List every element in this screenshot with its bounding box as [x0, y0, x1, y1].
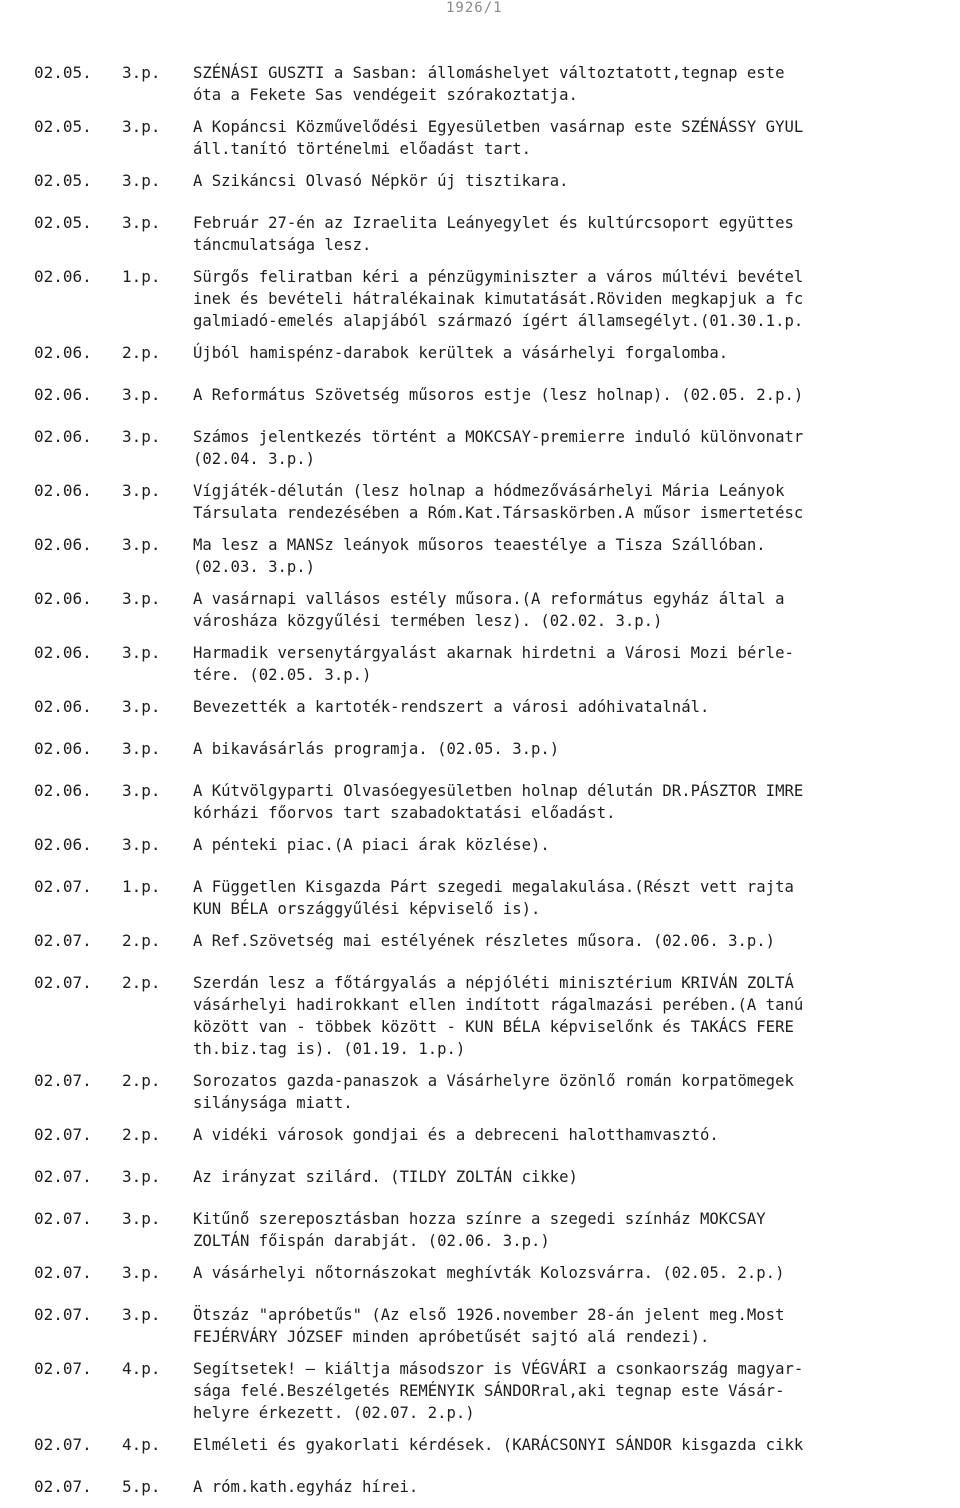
- entry-text: Vígjáték-délután (lesz holnap a hódmezővásárhelyi Mária Leányok Társulata rendezésében a Róm.Kat.Társaskörben.A műsor ismertetésc: [193, 482, 804, 522]
- entry-page-ref: 4.p.: [122, 1435, 161, 1454]
- entry-date: 02.06.: [34, 385, 92, 404]
- list-item: [0, 342, 960, 374]
- list-item: [0, 384, 960, 416]
- entry-text: Számos jelentkezés történt a MOKCSAY-premierre induló különvonatr (02.04. 3.p.): [193, 428, 804, 468]
- entry-text: Szerdán lesz a főtárgyalás a népjóléti minisztérium KRIVÁN ZOLTÁ vásárhelyi hadirokkant ellen indított rágalmazási perében.(A tanú között van - többek között - KUN BÉLA képviselőnk és TAKÁCS FERE th.biz.tag is). (01.19. 1.p.): [193, 974, 804, 1058]
- entry-text: A vasárnapi vallásos estély műsora.(A református egyház által a városháza közgyűlési termében lesz). (02.02. 3.p.): [193, 590, 785, 630]
- entry-date: 02.05.: [34, 213, 92, 232]
- entry-text: A Református Szövetség műsoros estje (lesz holnap). (02.05. 2.p.): [193, 386, 804, 404]
- entry-page-ref: 3.p.: [122, 835, 161, 854]
- entry-page-ref: 2.p.: [122, 931, 161, 950]
- entry-page-ref: 2.p.: [122, 973, 161, 992]
- entry-date: 02.06.: [34, 697, 92, 716]
- list-item: [0, 480, 960, 524]
- entry-text: Február 27-én az Izraelita Leányegylet és kultúrcsoport együttes táncmulatsága lesz.: [193, 214, 794, 254]
- entry-text: Az irányzat szilárd. (TILDY ZOLTÁN cikke): [193, 1168, 578, 1186]
- entry-page-ref: 3.p.: [122, 589, 161, 608]
- entry-page-ref: 3.p.: [122, 1209, 161, 1228]
- entry-date: 02.06.: [34, 427, 92, 446]
- entry-page-ref: 1.p.: [122, 267, 161, 286]
- entry-page-ref: 3.p.: [122, 739, 161, 758]
- archive-header-mark: 1926/1: [446, 0, 503, 16]
- entry-date: 02.07.: [34, 1125, 92, 1144]
- entry-text: SZÉNÁSI GUSZTI a Sasban: állomáshelyet változtatott,tegnap este óta a Fekete Sas vendégeit szórakoztatja.: [193, 64, 785, 104]
- entry-text: A vásárhelyi nőtornászokat meghívták Kolozsvárra. (02.05. 2.p.): [193, 1264, 785, 1282]
- entry-page-ref: 2.p.: [122, 343, 161, 362]
- entry-date: 02.05.: [34, 63, 92, 82]
- list-item: [0, 1262, 960, 1294]
- entry-list: [0, 62, 960, 1508]
- entry-date: 02.07.: [34, 1359, 92, 1378]
- entry-page-ref: 3.p.: [122, 385, 161, 404]
- list-item: [0, 834, 960, 866]
- list-item: [0, 876, 960, 920]
- list-item: [0, 212, 960, 256]
- entry-date: 02.05.: [34, 171, 92, 190]
- entry-date: 02.07.: [34, 1263, 92, 1282]
- entry-text: A Szikáncsi Olvasó Népkör új tisztikara.: [193, 172, 569, 190]
- entry-date: 02.05.: [34, 117, 92, 136]
- entry-text: Ötszáz "apróbetűs" (Az első 1926.november 28-án jelent meg.Most FEJÉRVÁRY JÓZSEF minden apróbetűsét sajtó alá rendezi).: [193, 1306, 785, 1346]
- entry-date: 02.06.: [34, 535, 92, 554]
- entry-text: A róm.kath.egyház hírei.: [193, 1478, 419, 1496]
- entry-text: Harmadik versenytárgyalást akarnak hirdetni a Városi Mozi bérle- tére. (02.05. 3.p.): [193, 644, 794, 684]
- entry-text: A Kútvölgyparti Olvasóegyesületben holnap délután DR.PÁSZTOR IMRE kórházi főorvos tart szabadoktatási előadást.: [193, 782, 804, 822]
- entry-page-ref: 5.p.: [122, 1477, 161, 1496]
- list-item: [0, 1166, 960, 1198]
- entry-date: 02.06.: [34, 267, 92, 286]
- entry-page-ref: 3.p.: [122, 171, 161, 190]
- entry-date: 02.06.: [34, 643, 92, 662]
- entry-page-ref: 3.p.: [122, 1167, 161, 1186]
- entry-page-ref: 2.p.: [122, 1071, 161, 1090]
- entry-page-ref: 3.p.: [122, 781, 161, 800]
- list-item: [0, 738, 960, 770]
- entry-date: 02.06.: [34, 589, 92, 608]
- entry-text: A Ref.Szövetség mai estélyének részletes műsora. (02.06. 3.p.): [193, 932, 776, 950]
- entry-page-ref: 4.p.: [122, 1359, 161, 1378]
- entry-text: A Független Kisgazda Párt szegedi megalakulása.(Részt vett rajta KUN BÉLA országgyűlési képviselő is).: [193, 878, 794, 918]
- list-item: [0, 972, 960, 1060]
- list-item: [0, 62, 960, 106]
- entry-date: 02.07.: [34, 877, 92, 896]
- entry-text: A Kopáncsi Közművelődési Egyesületben vasárnap este SZÉNÁSSY GYUL áll.tanító történelmi előadást tart.: [193, 118, 804, 158]
- list-item: [0, 116, 960, 160]
- list-item: [0, 642, 960, 686]
- entry-page-ref: 3.p.: [122, 63, 161, 82]
- entry-page-ref: 3.p.: [122, 697, 161, 716]
- entry-page-ref: 3.p.: [122, 535, 161, 554]
- entry-text: Elméleti és gyakorlati kérdések. (KARÁCSONYI SÁNDOR kisgazda cikk: [193, 1436, 804, 1454]
- entry-date: 02.07.: [34, 1305, 92, 1324]
- list-item: [0, 930, 960, 962]
- entry-date: 02.06.: [34, 835, 92, 854]
- list-item: [0, 1358, 960, 1424]
- entry-text: A bikavásárlás programja. (02.05. 3.p.): [193, 740, 560, 758]
- list-item: [0, 696, 960, 728]
- list-item: [0, 534, 960, 578]
- entry-date: 02.07.: [34, 1071, 92, 1090]
- list-item: [0, 780, 960, 824]
- entry-date: 02.07.: [34, 1435, 92, 1454]
- entry-text: Sorozatos gazda-panaszok a Vásárhelyre özönlő román korpatömegek silánysága miatt.: [193, 1072, 794, 1112]
- entry-text: Kitűnő szereposztásban hozza színre a szegedi színház MOKCSAY ZOLTÁN főispán darabját. (02.06. 3.p.): [193, 1210, 766, 1250]
- list-item: [0, 426, 960, 470]
- entry-page-ref: 3.p.: [122, 213, 161, 232]
- list-item: [0, 1434, 960, 1466]
- list-item: [0, 1208, 960, 1252]
- entry-page-ref: 3.p.: [122, 643, 161, 662]
- list-item: [0, 1304, 960, 1348]
- entry-page-ref: 2.p.: [122, 1125, 161, 1144]
- entry-page-ref: 3.p.: [122, 481, 161, 500]
- entry-date: 02.06.: [34, 343, 92, 362]
- entry-date: 02.06.: [34, 739, 92, 758]
- entry-page-ref: 3.p.: [122, 1263, 161, 1282]
- entry-page-ref: 3.p.: [122, 117, 161, 136]
- entry-text: Sürgős feliratban kéri a pénzügyminiszter a város múltévi bevétel inek és bevételi hátralékainak kimutatását.Röviden megkapjuk a fc galmiadó-emelés alapjából származó ígért államsegélyt.(01.30.1.p.: [193, 268, 804, 330]
- entry-text: Bevezették a kartoték-rendszert a városi adóhivatalnál.: [193, 698, 710, 716]
- entry-date: 02.07.: [34, 1477, 92, 1496]
- entry-date: 02.06.: [34, 481, 92, 500]
- entry-text: A pénteki piac.(A piaci árak közlése).: [193, 836, 550, 854]
- list-item: [0, 588, 960, 632]
- entry-date: 02.07.: [34, 973, 92, 992]
- entry-page-ref: 3.p.: [122, 1305, 161, 1324]
- entry-date: 02.07.: [34, 931, 92, 950]
- entry-date: 02.07.: [34, 1209, 92, 1228]
- entry-date: 02.06.: [34, 781, 92, 800]
- entry-text: A vidéki városok gondjai és a debreceni halotthamvasztó.: [193, 1126, 719, 1144]
- entry-date: 02.07.: [34, 1167, 92, 1186]
- entry-page-ref: 3.p.: [122, 427, 161, 446]
- list-item: [0, 1070, 960, 1114]
- entry-text: Ma lesz a MANSz leányok műsoros teaestélye a Tisza Szállóban. (02.03. 3.p.): [193, 536, 766, 576]
- entry-text: Újból hamispénz-darabok kerültek a vásárhelyi forgalomba.: [193, 344, 729, 362]
- list-item: [0, 170, 960, 202]
- list-item: [0, 1124, 960, 1156]
- entry-text: Segítsetek! — kiáltja másodszor is VÉGVÁRI a csonkaország magyar- sága felé.Beszélgetés REMÉNYIK SÁNDORral,aki tegnap este Vásár- helyre érkezett. (02.07. 2.p.): [193, 1360, 804, 1422]
- entry-page-ref: 1.p.: [122, 877, 161, 896]
- list-item: [0, 1476, 960, 1508]
- list-item: [0, 266, 960, 332]
